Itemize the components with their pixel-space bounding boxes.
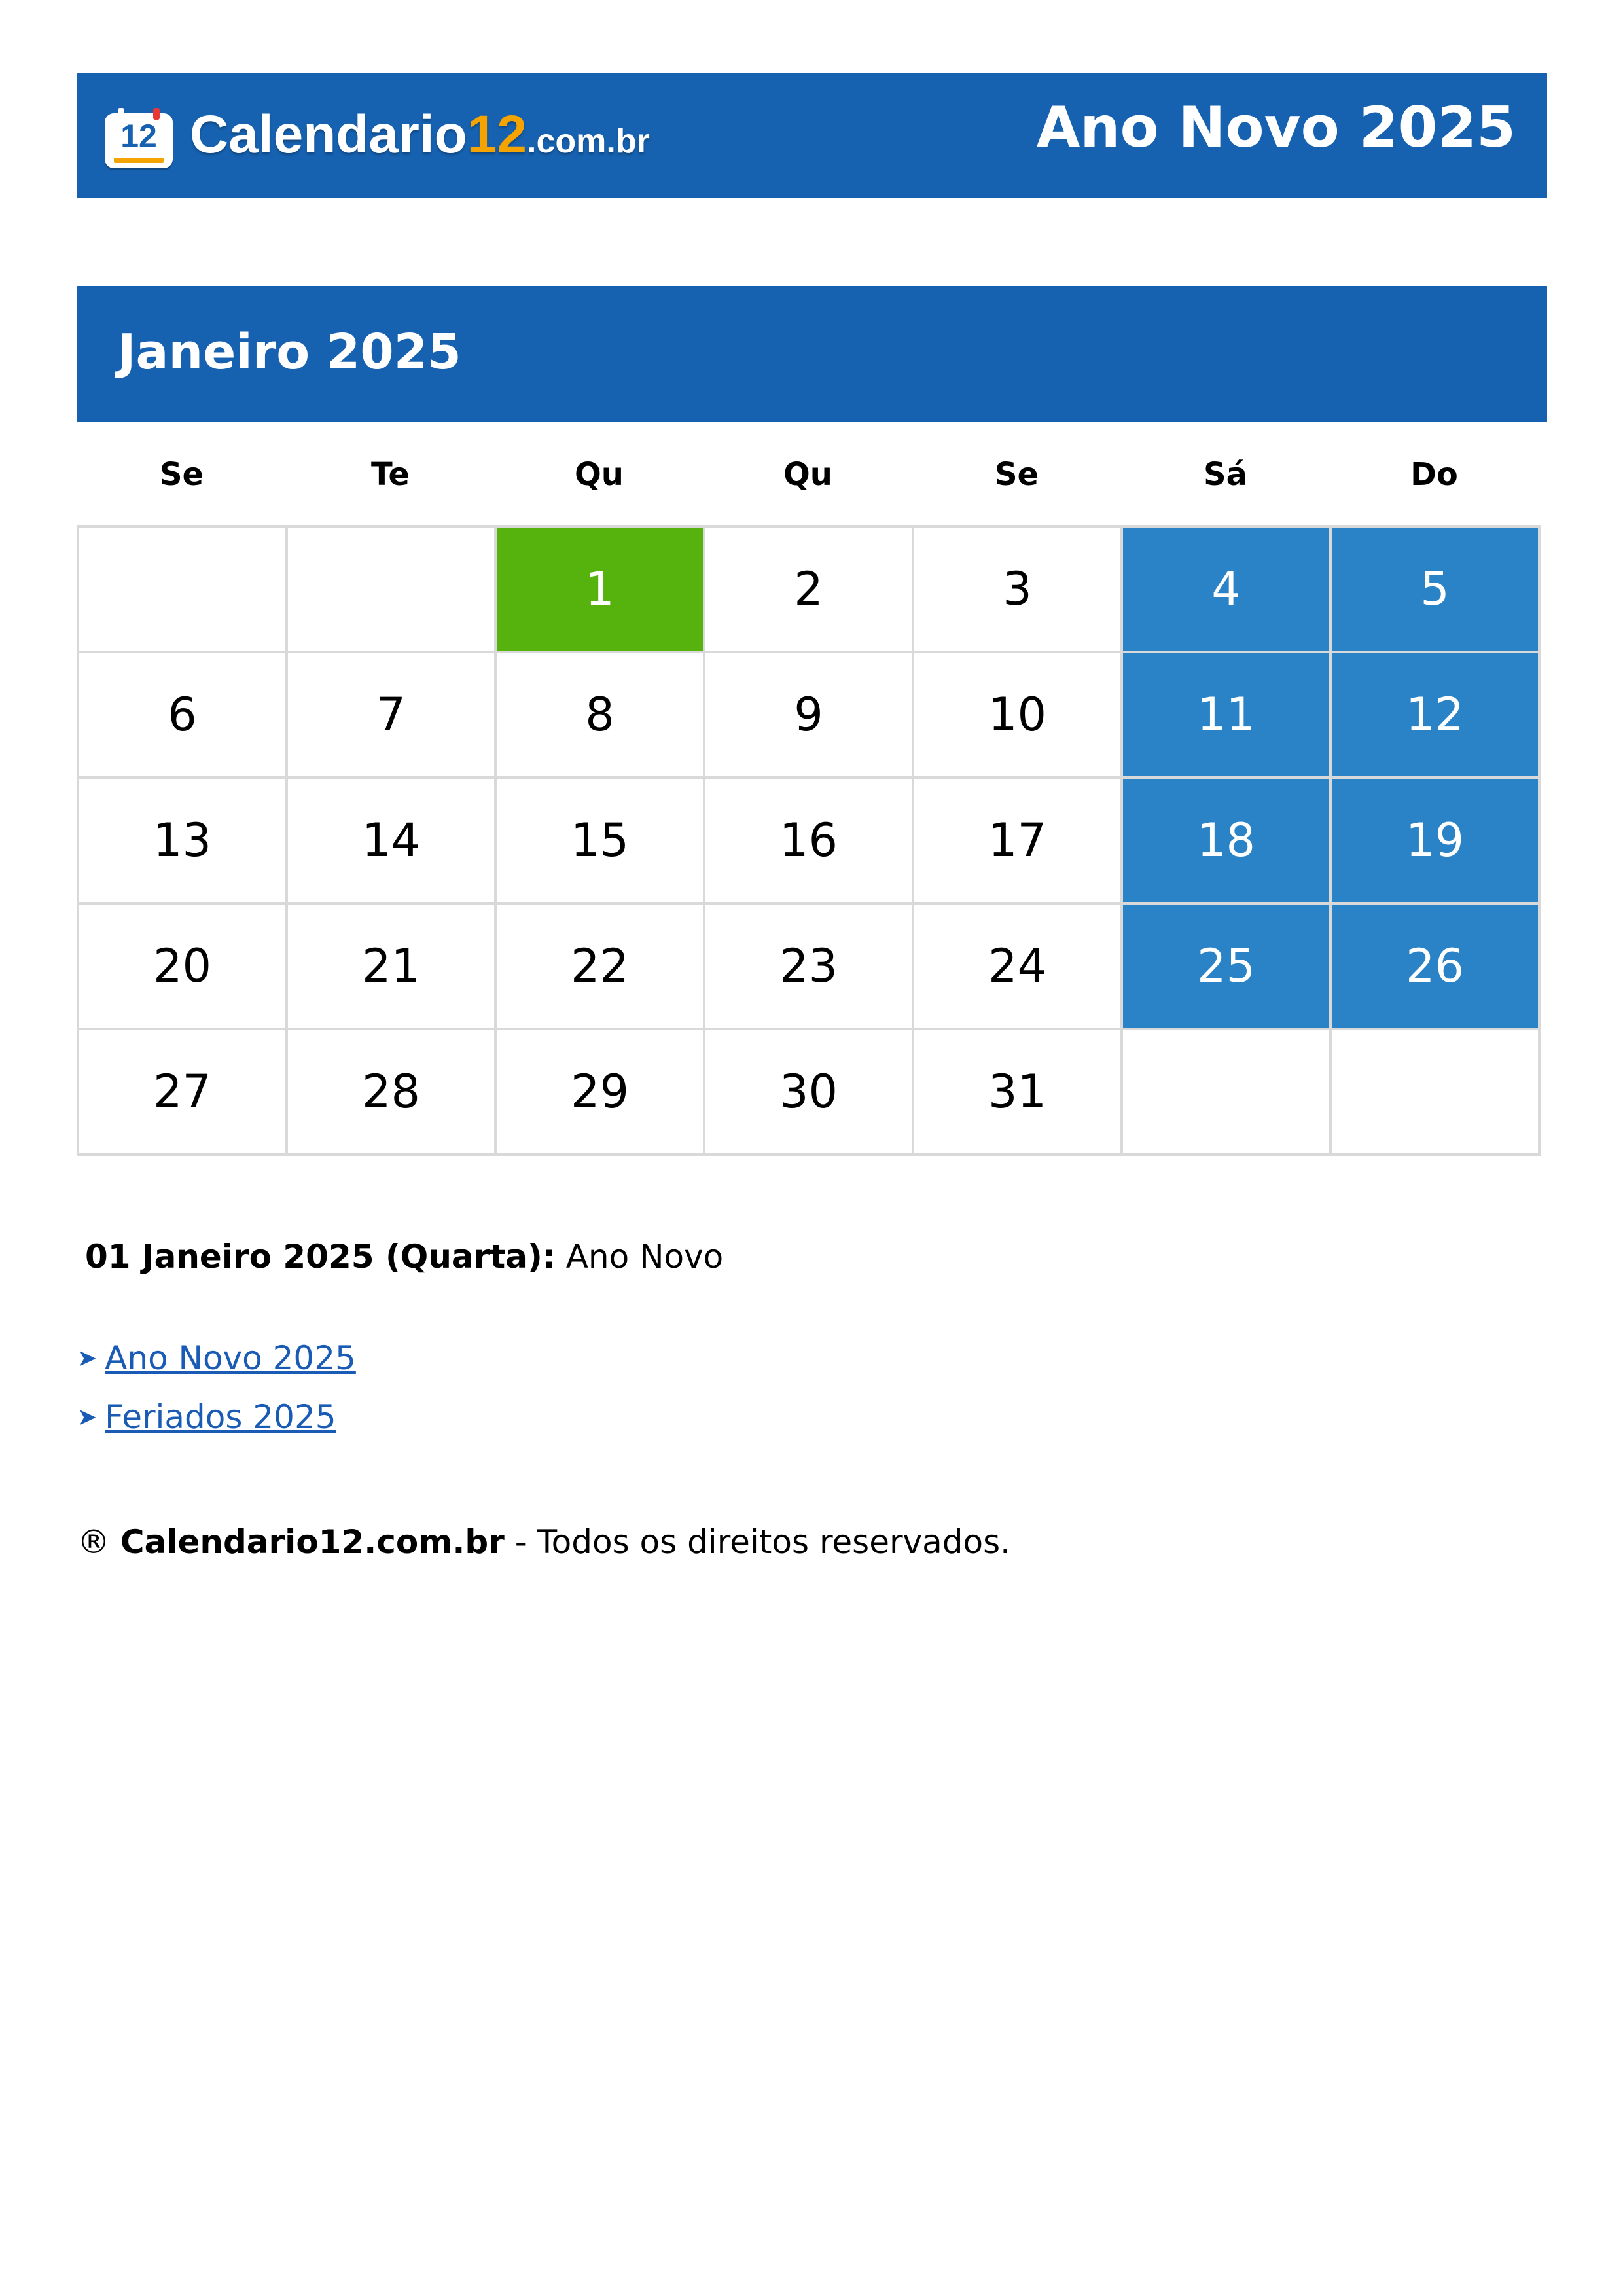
month-header	[77, 286, 1547, 422]
calendar-day: 29	[495, 1029, 704, 1155]
calendar-day: 13	[78, 778, 287, 903]
calendar-day-weekend: 12	[1330, 652, 1539, 778]
calendar-week-row	[78, 1029, 1539, 1155]
link-item	[77, 1388, 356, 1446]
calendar-week-row	[78, 652, 1539, 778]
weekday-label: Se	[159, 456, 204, 493]
calendar-icon	[105, 108, 173, 168]
weekday-label: Te	[371, 456, 410, 493]
holiday-description	[85, 1230, 723, 1283]
calendar-week-row	[78, 778, 1539, 903]
calendar-day-empty	[1122, 1029, 1330, 1155]
logo-icon-number: 12	[120, 118, 157, 154]
calendar-day: 17	[913, 778, 1122, 903]
calendar-day: 2	[704, 526, 913, 652]
calendar-day-weekend: 5	[1330, 526, 1539, 652]
calendar-week-row	[78, 903, 1539, 1029]
weekday-label: Qu	[783, 456, 832, 493]
calendar-day: 6	[78, 652, 287, 778]
header-banner	[77, 73, 1547, 198]
footer-site-name: Calendario12.com.br	[120, 1523, 505, 1561]
calendar-week-row	[78, 526, 1539, 652]
site-logo[interactable]	[105, 105, 650, 171]
calendar-day: 14	[287, 778, 495, 903]
calendar-day-weekend: 25	[1122, 903, 1330, 1029]
calendar-day-weekend: 11	[1122, 652, 1330, 778]
calendar-day: 8	[495, 652, 704, 778]
calendar-day-holiday: 1	[495, 526, 704, 652]
calendar-day-empty	[287, 526, 495, 652]
logo-number: 12	[467, 105, 527, 164]
footer-text: - Todos os direitos reservados.	[514, 1523, 1011, 1561]
calendar-day: 20	[78, 903, 287, 1029]
calendar-day: 10	[913, 652, 1122, 778]
link-item	[77, 1329, 356, 1388]
calendar-day-weekend: 26	[1330, 903, 1539, 1029]
calendar-day: 22	[495, 903, 704, 1029]
link-feriados-2025[interactable]: Feriados 2025	[105, 1398, 336, 1436]
weekday-label: Do	[1410, 456, 1458, 493]
page-title: Ano Novo 2025	[1036, 95, 1516, 160]
calendar-grid	[77, 525, 1541, 1156]
arrow-right-icon: ➤	[77, 1403, 98, 1431]
calendar-day: 28	[287, 1029, 495, 1155]
link-ano-novo-2025[interactable]: Ano Novo 2025	[105, 1339, 356, 1377]
calendar-day-empty	[78, 526, 287, 652]
calendar-day-weekend: 19	[1330, 778, 1539, 903]
arrow-right-icon: ➤	[77, 1344, 98, 1372]
weekday-header-row	[77, 452, 1539, 497]
weekday-label: Se	[994, 456, 1039, 493]
holiday-name: Ano Novo	[565, 1238, 724, 1276]
calendar-day-weekend: 4	[1122, 526, 1330, 652]
calendar-day: 31	[913, 1029, 1122, 1155]
calendar-day: 9	[704, 652, 913, 778]
month-title: Janeiro 2025	[118, 324, 461, 380]
calendar-day: 23	[704, 903, 913, 1029]
calendar-day: 15	[495, 778, 704, 903]
logo-wordmark	[190, 102, 650, 174]
calendar-day-weekend: 18	[1122, 778, 1330, 903]
calendar-day: 7	[287, 652, 495, 778]
registered-symbol: ®	[77, 1523, 110, 1561]
calendar-day: 16	[704, 778, 913, 903]
calendar-day: 21	[287, 903, 495, 1029]
holiday-date-label: 01 Janeiro 2025 (Quarta):	[85, 1238, 556, 1276]
weekday-label: Sá	[1204, 456, 1247, 493]
calendar-day: 27	[78, 1029, 287, 1155]
footer-copyright	[77, 1516, 1010, 1568]
logo-tld: .com.br	[527, 122, 650, 160]
logo-name: Calendario	[190, 105, 467, 164]
calendar-day: 24	[913, 903, 1122, 1029]
calendar-day: 3	[913, 526, 1122, 652]
calendar-day: 30	[704, 1029, 913, 1155]
weekday-label: Qu	[575, 456, 624, 493]
related-links	[77, 1329, 356, 1446]
calendar-day-empty	[1330, 1029, 1539, 1155]
